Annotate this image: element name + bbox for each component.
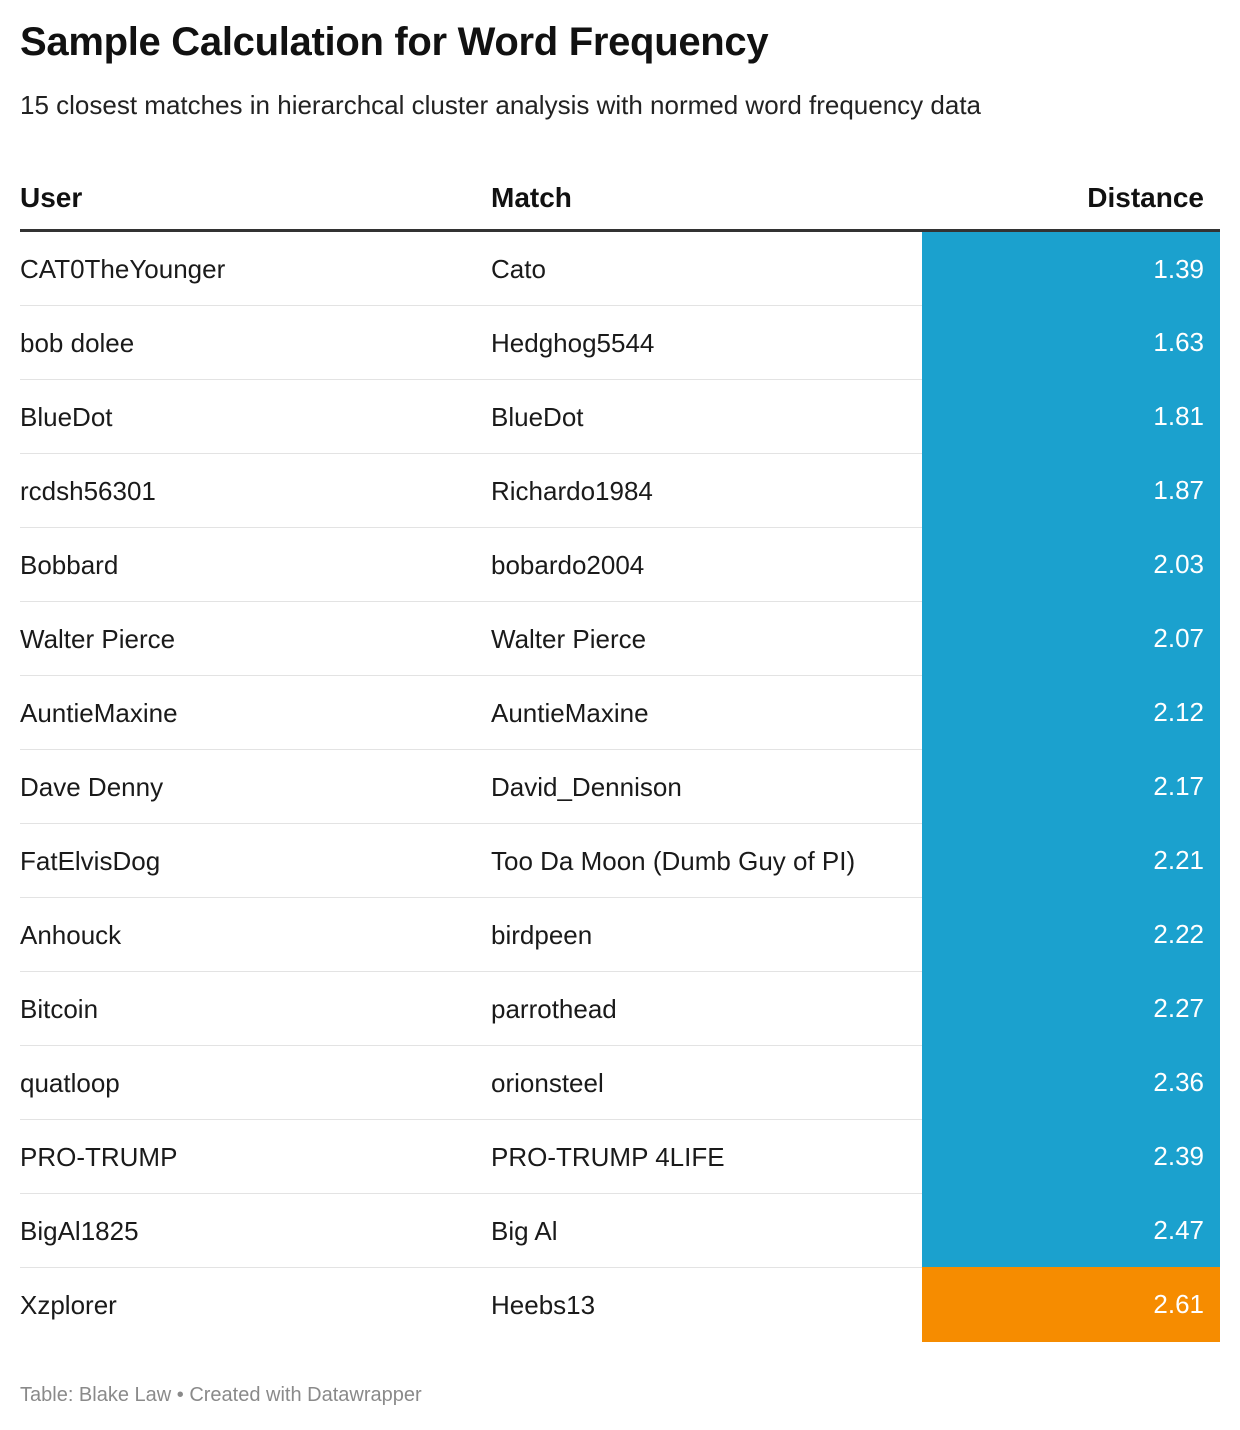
cell-user: rcdsh56301 [20,476,156,506]
chart-subtitle: 15 closest matches in hierarchcal cluster analysis with normed word frequency data [20,90,982,120]
cell-user: Anhouck [20,920,122,950]
cell-distance: 2.27 [922,971,1220,1046]
table-row [20,1194,1220,1268]
table-row [20,972,1220,1046]
cell-match: Big Al [491,1216,558,1246]
cell-match: parrothead [491,994,617,1024]
cell-user: AuntieMaxine [20,698,178,728]
table-row [20,1046,1220,1120]
table-row [20,306,1220,380]
column-header-user: User [20,182,83,213]
cell-user: Xzplorer [20,1290,117,1320]
cell-user: Bitcoin [20,994,99,1024]
cell-distance: 2.21 [922,823,1220,898]
cell-user: FatElvisDog [20,846,161,876]
cell-user: BlueDot [20,402,113,432]
cell-distance: 1.39 [922,232,1220,306]
cell-match: Walter Pierce [491,624,647,654]
cell-distance: 1.63 [922,305,1220,380]
cell-match: BlueDot [491,402,584,432]
table-row [20,1120,1220,1194]
cell-user: Dave Denny [20,772,164,802]
table-row [20,898,1220,972]
table-row [20,824,1220,898]
cell-match: Cato [491,254,546,284]
cell-distance: 2.22 [922,897,1220,972]
cell-match: orionsteel [491,1068,604,1098]
cell-distance: 2.47 [922,1193,1220,1268]
cell-distance: 2.12 [922,675,1220,750]
chart-title: Sample Calculation for Word Frequency [20,20,769,64]
cell-match: Richardo1984 [491,476,653,506]
cell-match: Hedghog5544 [491,328,655,358]
table-row [20,232,1220,306]
table-row [20,1268,1220,1342]
cell-match: birdpeen [491,920,593,950]
table-row [20,602,1220,676]
cell-user: BigAl1825 [20,1216,139,1246]
table-row [20,380,1220,454]
cell-distance: 2.07 [922,601,1220,676]
cell-user: Bobbard [20,550,119,580]
cell-match: David_Dennison [491,772,682,802]
table-row [20,454,1220,528]
cell-user: quatloop [20,1068,120,1098]
data-table [20,160,1220,1342]
cell-match: PRO-TRUMP 4LIFE [491,1142,725,1172]
cell-user: Walter Pierce [20,624,176,654]
cell-distance: 2.36 [922,1045,1220,1120]
cell-match: Heebs13 [491,1290,596,1320]
table-body [20,232,1220,1342]
table-row [20,528,1220,602]
table-row [20,676,1220,750]
cell-match: bobardo2004 [491,550,645,580]
cell-distance: 2.03 [922,527,1220,602]
table-header [20,160,1220,232]
cell-distance: 1.81 [922,379,1220,454]
table-row [20,750,1220,824]
column-header-distance: Distance [1087,182,1204,213]
cell-distance: 1.87 [922,453,1220,528]
column-header-match: Match [491,182,572,213]
cell-match: AuntieMaxine [491,698,649,728]
cell-user: bob dolee [20,328,135,358]
cell-user: CAT0TheYounger [20,254,226,284]
cell-user: PRO-TRUMP [20,1142,178,1172]
source-credit: Table: Blake Law • Created with Datawrapper [20,1384,422,1406]
cell-distance: 2.61 [922,1267,1220,1342]
cell-distance: 2.17 [922,749,1220,824]
cell-match: Too Da Moon (Dumb Guy of PI) [491,846,856,876]
cell-distance: 2.39 [922,1119,1220,1194]
